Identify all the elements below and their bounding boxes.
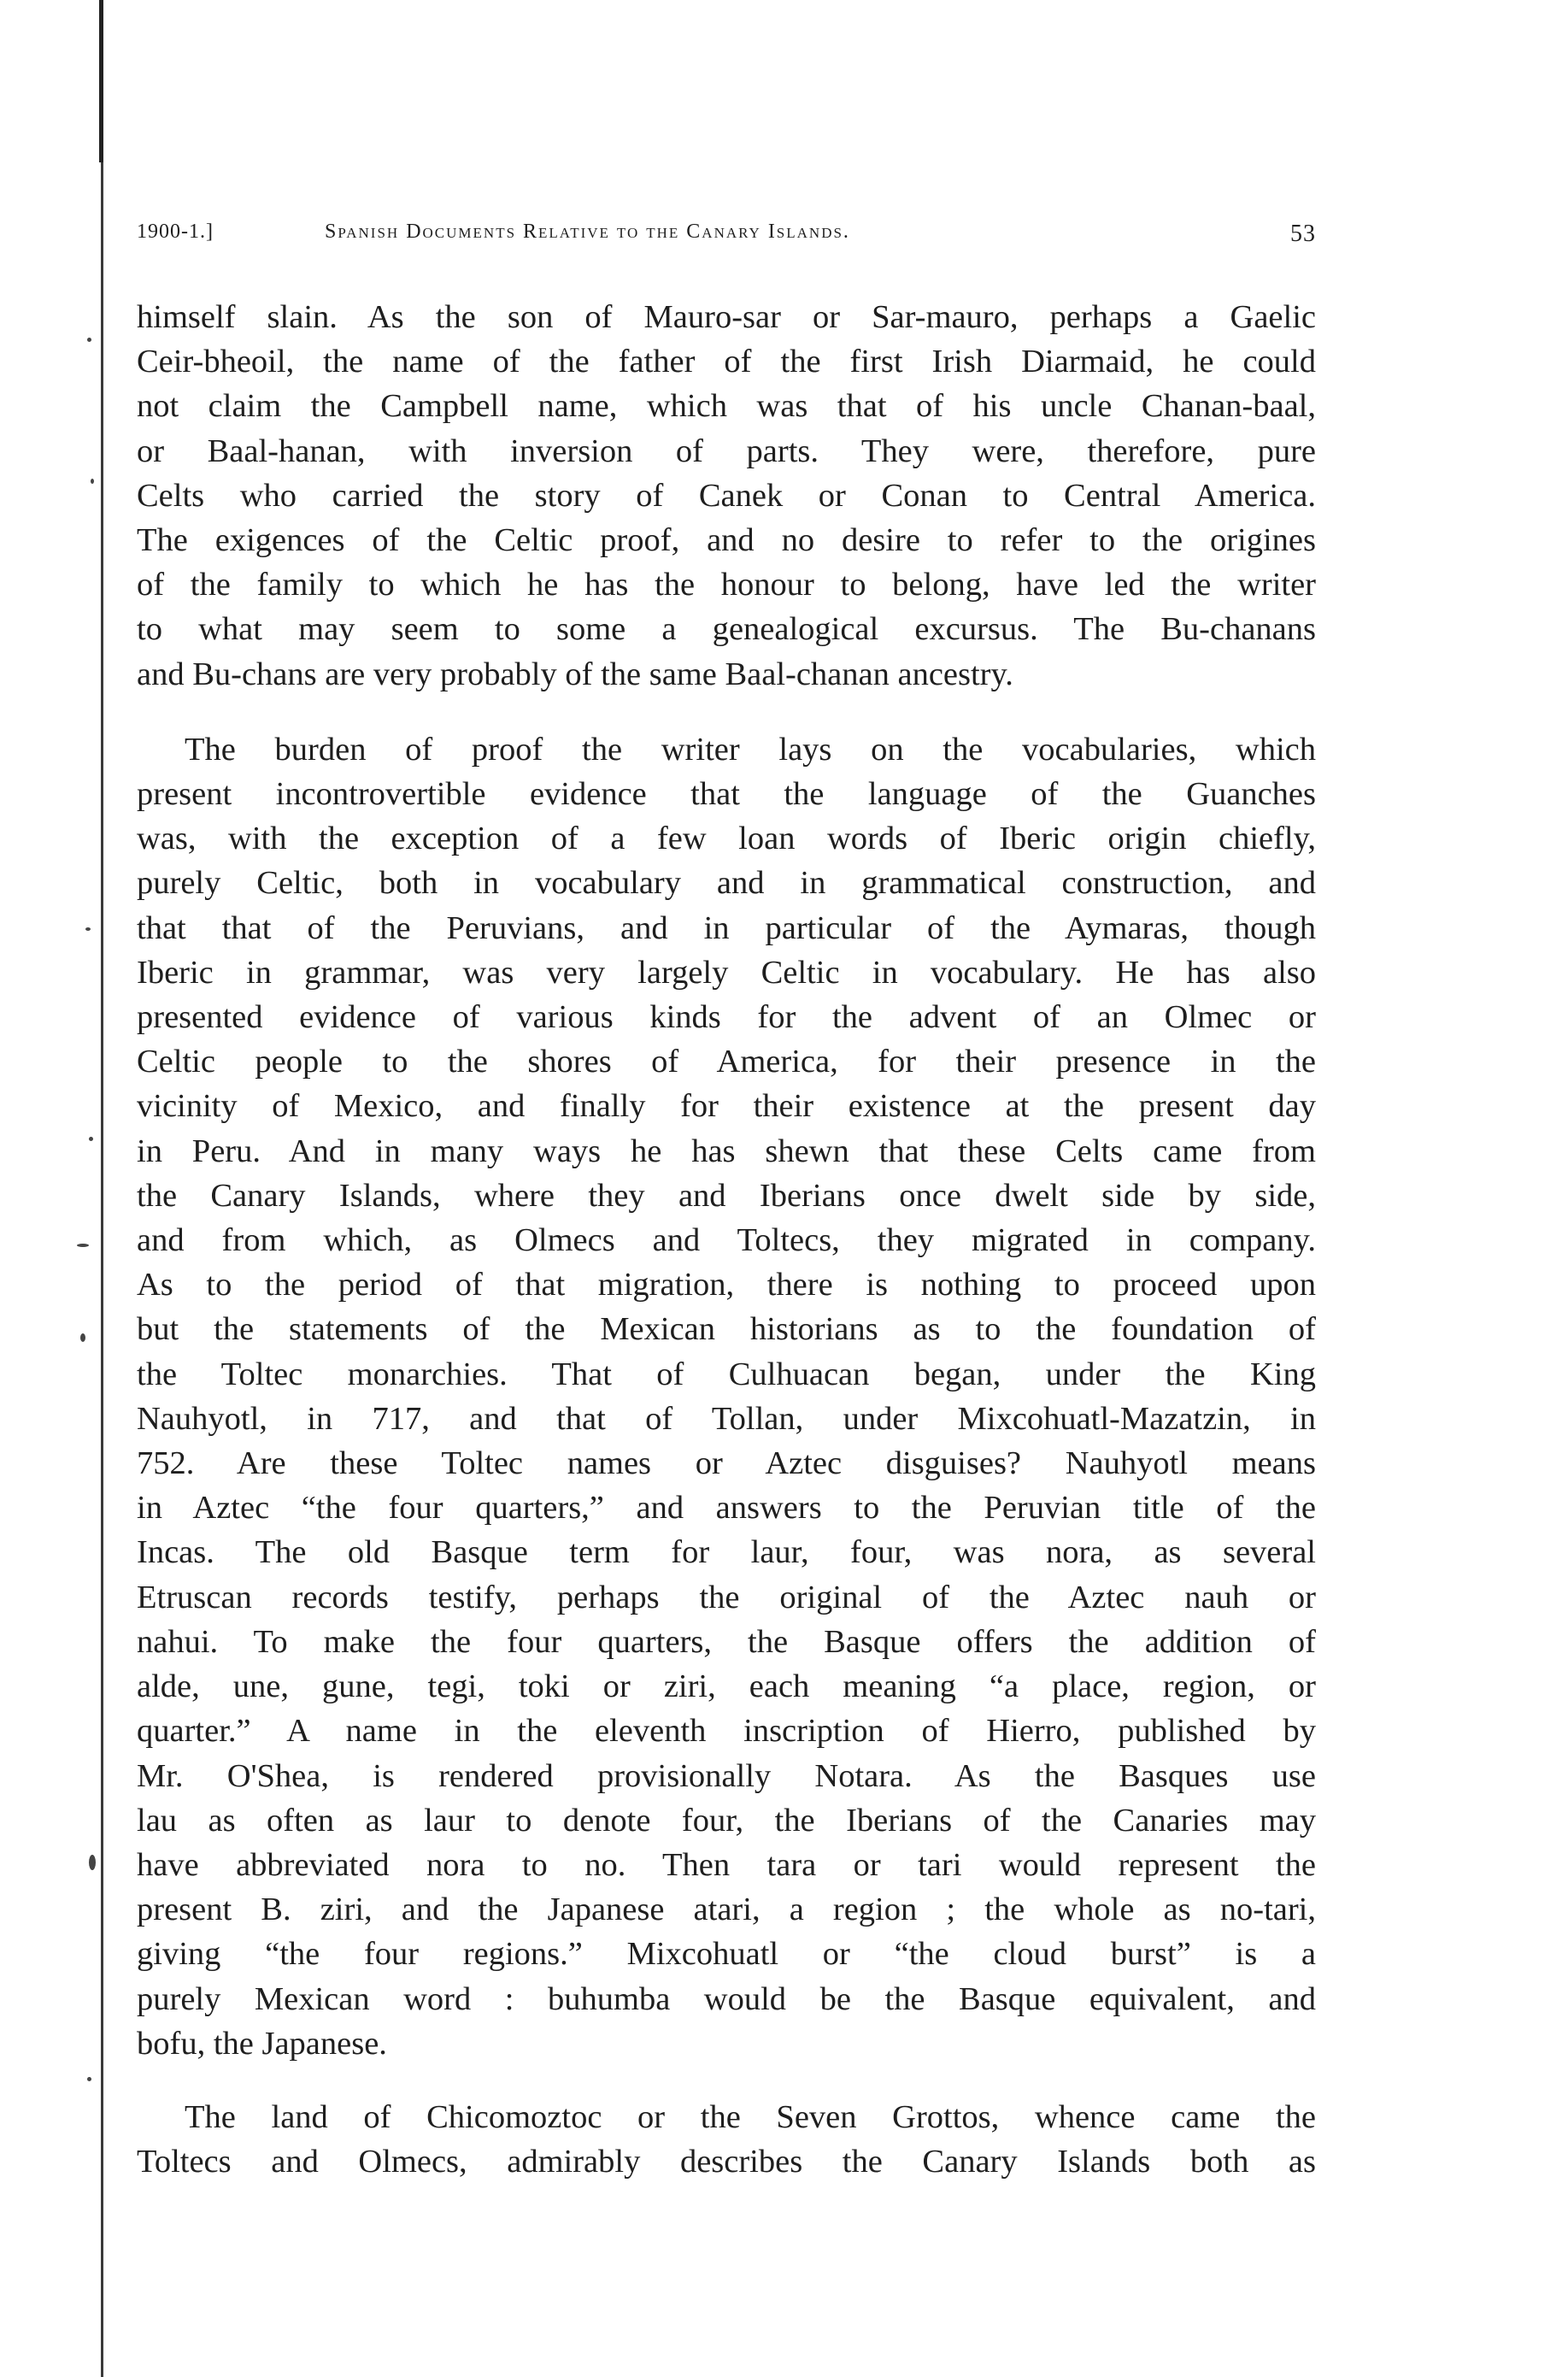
scan-speck	[89, 1855, 96, 1870]
text-line: or Baal-hanan, with inversion of parts. They were, therefore, pure	[137, 432, 1316, 469]
text-line: quarter.” A name in the eleventh inscription of Hierro, published by	[137, 1713, 1316, 1750]
running-head	[137, 221, 1316, 255]
text-line: The burden of proof the writer lays on the vocabularies, which	[185, 731, 1316, 768]
text-line: not claim the Campbell name, which was that of his uncle Chanan-baal,	[137, 388, 1316, 425]
text-line: Celtic people to the shores of America, for their presence in the	[137, 1044, 1316, 1080]
text-line: himself slain. As the son of Mauro-sar or Sar-mauro, perhaps a Gaelic	[137, 299, 1316, 335]
text-line: in Aztec “the four quarters,” and answers to the Peruvian title of the	[137, 1490, 1316, 1527]
text-line: present incontrovertible evidence that the language of the Guanches	[137, 776, 1316, 813]
text-line: Incas. The old Basque term for laur, four, was nora, as several	[137, 1534, 1316, 1571]
text-line: presented evidence of various kinds for the advent of an Olmec or	[137, 999, 1316, 1036]
text-line: that that of the Peruvians, and in particular of the Aymaras, though	[137, 909, 1316, 946]
paragraph-1	[137, 295, 1316, 697]
text-line: of the family to which he has the honour to belong, have led the writer	[137, 567, 1316, 603]
text-line: have abbreviated nora to no. Then tara or tari would represent the	[137, 1846, 1316, 1883]
body-text	[137, 295, 1316, 2184]
text-line: vicinity of Mexico, and finally for their existence at the present day	[137, 1088, 1316, 1125]
text-line: in Peru. And in many ways he has shewn that these Celts came from	[137, 1133, 1316, 1169]
header-title: Spanish Documents Relative to the Canary Islands.	[325, 221, 850, 243]
text-line: 752. Are these Toltec names or Aztec disguises? Nauhyotl means	[137, 1445, 1316, 1482]
text-line: nahui. To make the four quarters, the Basque offers the addition of	[137, 1623, 1316, 1660]
text-line: the Canary Islands, where they and Iberians once dwelt side by side,	[137, 1177, 1316, 1214]
text-line: to what may seem to some a genealogical excursus. The Bu-chanans	[137, 611, 1316, 648]
text-line: bofu, the Japanese.	[137, 2025, 387, 2062]
text-line: The land of Chicomoztoc or the Seven Grottos, whence came the	[185, 2098, 1316, 2135]
header-year: 1900-1.]	[137, 221, 214, 243]
binding-edge-line	[101, 0, 103, 2377]
text-line: Toltecs and Olmecs, admirably describes the Canary Islands both as	[137, 2144, 1316, 2180]
text-line: purely Celtic, both in vocabulary and in grammatical construction, and	[137, 865, 1316, 902]
text-line: the Toltec monarchies. That of Culhuacan began, under the King	[137, 1356, 1316, 1392]
text-line: Etruscan records testify, perhaps the original of the Aztec nauh or	[137, 1579, 1316, 1615]
text-line: Ceir-bheoil, the name of the father of the first Irish Diarmaid, he could	[137, 344, 1316, 380]
text-line: Celts who carried the story of Canek or Conan to Central America.	[137, 477, 1316, 514]
text-line: was, with the exception of a few loan words of Iberic origin chiefly,	[137, 821, 1316, 857]
paragraph-3	[137, 2095, 1316, 2184]
text-line: present B. ziri, and the Japanese atari, a region ; the whole as no-tari,	[137, 1892, 1316, 1928]
text-line: giving “the four regions.” Mixcohuatl or “the cloud burst” is a	[137, 1936, 1316, 1973]
paragraph-2	[137, 727, 1316, 2066]
text-line: Nauhyotl, in 717, and that of Tollan, under Mixcohuatl-Mazatzin, in	[137, 1400, 1316, 1437]
text-line: and Bu-chans are very probably of the same Baal-chanan ancestry.	[137, 656, 1013, 692]
scan-speck	[85, 927, 91, 931]
text-line: but the statements of the Mexican historians as to the foundation of	[137, 1311, 1316, 1348]
scan-speck	[91, 479, 94, 484]
text-line: Mr. O'Shea, is rendered provisionally Notara. As the Basques use	[137, 1757, 1316, 1794]
scan-speck	[87, 338, 91, 342]
binding-gutter	[85, 0, 115, 2377]
binding-edge-top	[99, 0, 103, 162]
text-line: purely Mexican word : buhumba would be the Basque equivalent, and	[137, 1980, 1316, 2017]
scan-speck	[87, 2077, 91, 2081]
text-line: lau as often as laur to denote four, the Iberians of the Canaries may	[137, 1802, 1316, 1839]
text-line: Iberic in grammar, was very largely Celtic in vocabulary. He has also	[137, 954, 1316, 991]
text-line: and from which, as Olmecs and Toltecs, they migrated in company.	[137, 1222, 1316, 1259]
text-line: The exigences of the Celtic proof, and no desire to refer to the origines	[137, 522, 1316, 559]
scan-speck	[80, 1333, 85, 1342]
text-line: As to the period of that migration, there is nothing to proceed upon	[137, 1267, 1316, 1303]
scan-speck	[77, 1244, 89, 1247]
page-number: 53	[1290, 221, 1316, 247]
text-line: alde, une, gune, tegi, toki or ziri, each meaning “a place, region, or	[137, 1668, 1316, 1705]
scan-speck	[89, 1137, 93, 1141]
